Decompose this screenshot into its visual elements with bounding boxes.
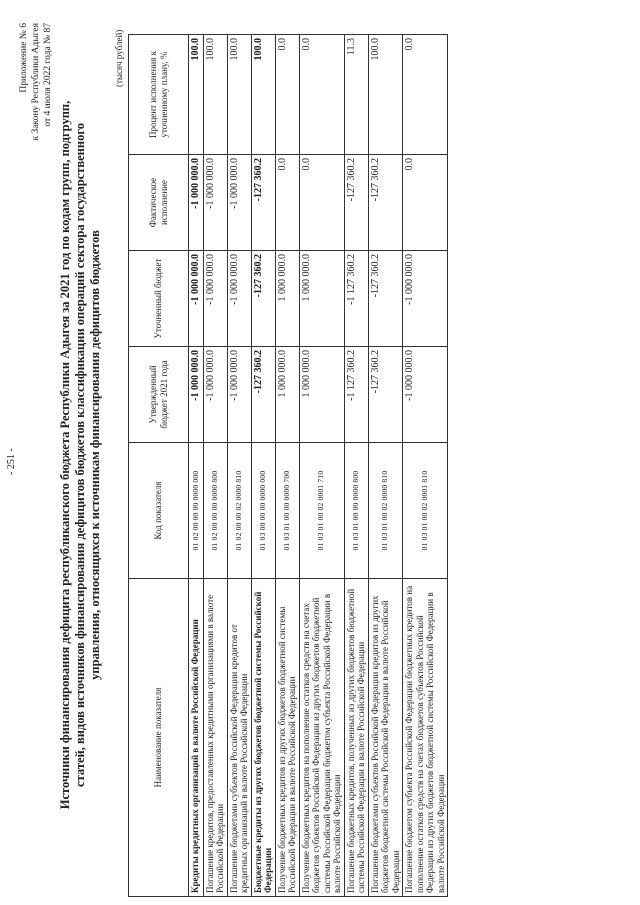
cell-percent: 100.0 bbox=[227, 35, 251, 155]
header-actual: Фактическое исполнение bbox=[129, 155, 189, 251]
cell-approved: -1 000 000.0 bbox=[189, 347, 204, 443]
cell-refined: -127 360.2 bbox=[251, 251, 275, 347]
cell-actual: -127 360.2 bbox=[344, 155, 368, 251]
header-percent: Процент исполнения к уточненному плану, % bbox=[129, 35, 189, 155]
document-title bbox=[58, 25, 103, 885]
cell-name: Получение бюджетных кредитов из других бюджетов бюджетной системы Российской Федерации в валюте Российской Федерации bbox=[275, 579, 299, 897]
units-label: (тысяч рублей) bbox=[114, 29, 124, 87]
header-refined: Уточненный бюджет bbox=[129, 251, 189, 347]
financing-table bbox=[128, 34, 448, 897]
cell-approved: -1 000 000.0 bbox=[203, 347, 227, 443]
cell-refined: -1 000 000.0 bbox=[403, 251, 448, 347]
header-code: Код показателя bbox=[129, 443, 189, 579]
cell-code: 01 03 01 00 02 0001 710 bbox=[299, 443, 344, 579]
cell-actual: 0.0 bbox=[299, 155, 344, 251]
cell-percent: 100.0 bbox=[203, 35, 227, 155]
title-line-3: управления, относящихся к источникам финансирования дефицитов бюджетов bbox=[88, 230, 102, 680]
title-line-2: статей, видов источников финансирования дефицитов бюджетов классификации операций сектора государственного bbox=[73, 123, 87, 787]
cell-name: Погашение бюджетных кредитов, полученных из других бюджетов бюджетной системы Российской Федерации в валюте Российской Федерации bbox=[344, 579, 368, 897]
table-row bbox=[299, 35, 344, 897]
table-row bbox=[403, 35, 448, 897]
cell-approved: -127 360.2 bbox=[251, 347, 275, 443]
cell-refined: 1 000 000.0 bbox=[275, 251, 299, 347]
cell-code: 01 03 01 00 02 0001 810 bbox=[403, 443, 448, 579]
cell-code: 01 02 00 00 02 0000 810 bbox=[227, 443, 251, 579]
cell-actual: -127 360.2 bbox=[368, 155, 403, 251]
table-row bbox=[251, 35, 275, 897]
cell-code: 01 03 01 00 02 0000 810 bbox=[368, 443, 403, 579]
cell-code: 01 03 00 00 00 0000 000 bbox=[251, 443, 275, 579]
cell-percent: 11.3 bbox=[344, 35, 368, 155]
cell-actual: 0.0 bbox=[403, 155, 448, 251]
cell-actual: -1 000 000.0 bbox=[203, 155, 227, 251]
page-number: - 251 - bbox=[6, 448, 17, 475]
cell-refined: -127 360.2 bbox=[368, 251, 403, 347]
table-row bbox=[368, 35, 403, 897]
cell-refined: 1 000 000.0 bbox=[299, 251, 344, 347]
cell-actual: -127 360.2 bbox=[251, 155, 275, 251]
cell-percent: 0.0 bbox=[403, 35, 448, 155]
cell-actual: -1 000 000.0 bbox=[227, 155, 251, 251]
cell-approved: -1 000 000.0 bbox=[227, 347, 251, 443]
cell-approved: -1 127 360.2 bbox=[344, 347, 368, 443]
title-line-1: Источники финансирования дефицита республиканского бюджета Республики Адыгея за 2021 год по кодам групп, подгрупп, bbox=[58, 100, 72, 810]
cell-code: 01 02 00 00 00 0000 000 bbox=[189, 443, 204, 579]
table-row bbox=[203, 35, 227, 897]
cell-name: Кредиты кредитных организаций в валюте Российской Федерации bbox=[189, 579, 204, 897]
cell-approved: -127 360.2 bbox=[368, 347, 403, 443]
cell-actual: -1 000 000.0 bbox=[189, 155, 204, 251]
cell-approved: 1 000 000.0 bbox=[275, 347, 299, 443]
cell-name: Погашение бюджетами субъектов Российской Федерации кредитов из других бюджетов бюджетной системы Российской Федерации в валюте Российской Федерации bbox=[368, 579, 403, 897]
table-row bbox=[275, 35, 299, 897]
cell-code: 01 03 01 00 00 0000 800 bbox=[344, 443, 368, 579]
cell-refined: -1 000 000.0 bbox=[189, 251, 204, 347]
table-row bbox=[189, 35, 204, 897]
cell-name: Погашение бюджетами субъектов Российской Федерации кредитов от кредитных организаций в валюте Российской Федерации bbox=[227, 579, 251, 897]
cell-refined: -1 000 000.0 bbox=[227, 251, 251, 347]
appendix-line-1: Приложение № 6 bbox=[19, 23, 29, 93]
cell-actual: 0.0 bbox=[275, 155, 299, 251]
table-row bbox=[344, 35, 368, 897]
header-name: Наименование показателя bbox=[129, 579, 189, 897]
cell-refined: -1 127 360.2 bbox=[344, 251, 368, 347]
appendix-note bbox=[18, 23, 54, 193]
cell-approved: 1 000 000.0 bbox=[299, 347, 344, 443]
table-row bbox=[227, 35, 251, 897]
cell-percent: 100.0 bbox=[189, 35, 204, 155]
header-approved: Утвержденный бюджет 2021 года bbox=[129, 347, 189, 443]
cell-code: 01 02 00 00 00 0000 800 bbox=[203, 443, 227, 579]
cell-percent: 0.0 bbox=[275, 35, 299, 155]
cell-name: Бюджетные кредиты из других бюджетов бюджетной системы Российской Федерации bbox=[251, 579, 275, 897]
cell-percent: 0.0 bbox=[299, 35, 344, 155]
cell-name: Погашение кредитов, предоставленных кредитными организациями в валюте Российской Федерации bbox=[203, 579, 227, 897]
cell-name: Получение бюджетных кредитов на пополнение остатков средств на счетах бюджетов субъектов Российской Федерации из других бюджетов бюджетной системы Российской Федерации бюджетом субъекта Российской Федерации в валюте Российской Федерации bbox=[299, 579, 344, 897]
cell-approved: -1 000 000.0 bbox=[403, 347, 448, 443]
cell-percent: 100.0 bbox=[368, 35, 403, 155]
cell-code: 01 03 01 00 00 0000 700 bbox=[275, 443, 299, 579]
table-header-row bbox=[129, 35, 189, 897]
appendix-line-3: от 4 июля 2022 года № 87 bbox=[43, 23, 53, 127]
appendix-line-2: к Закону Республики Адыгея bbox=[31, 23, 41, 141]
cell-percent: 100.0 bbox=[251, 35, 275, 155]
cell-name: Погашение бюджетом субъекта Российской Федерации бюджетных кредитов на пополнение остатков средств на счетах бюджетов субъектов Российской Федерации из других бюджетов бюджетной системы Российской Федерации в валюте Российской Федерации bbox=[403, 579, 448, 897]
cell-refined: -1 000 000.0 bbox=[203, 251, 227, 347]
